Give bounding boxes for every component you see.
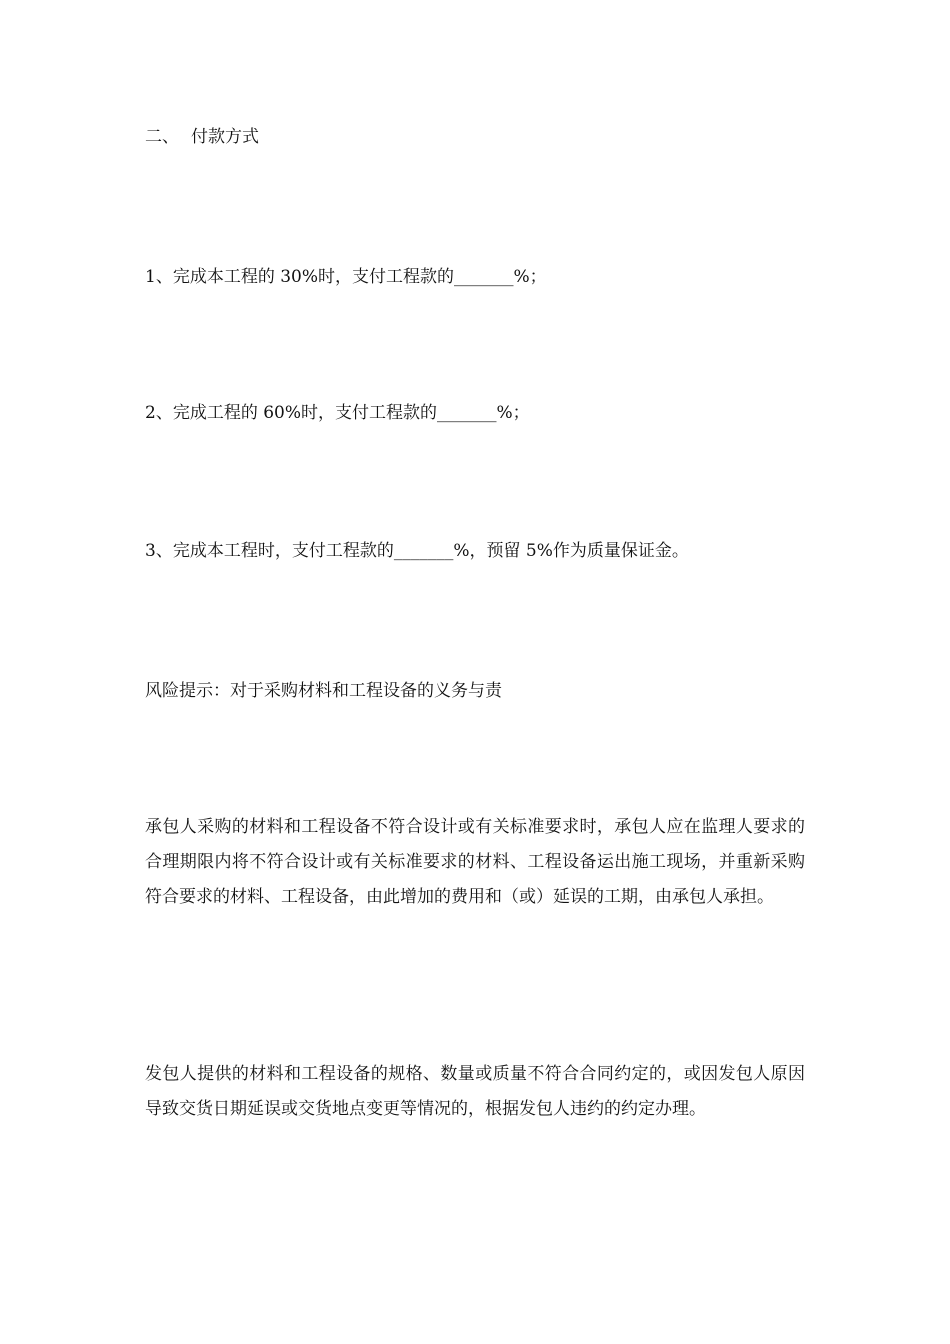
section-number: 二、 — [145, 127, 179, 147]
payment-item-2: 2、完成工程的 60%时，支付工程款的_______%； — [145, 403, 530, 423]
payment-item-1: 1、完成本工程的 30%时，支付工程款的_______%； — [145, 267, 547, 287]
section-title: 付款方式 — [191, 127, 259, 147]
paragraph-contractor-procurement: 承包人采购的材料和工程设备不符合设计或有关标准要求时，承包人应在监理人要求的合理期限内将不符合设计或有关标准要求的材料、工程设备运出施工现场，并重新采购符合要求的材料、工程设备，由此增加的费用和（或）延误的工期，由承包人承担。 — [145, 817, 805, 907]
risk-title: 风险提示：对于采购材料和工程设备的义务与责 — [145, 681, 502, 701]
paragraph-employer-supply: 发包人提供的材料和工程设备的规格、数量或质量不符合合同约定的，或因发包人原因导致交货日期延误或交货地点变更等情况的，根据发包人违约的约定办理。 — [145, 1064, 805, 1119]
payment-item-3: 3、完成本工程时，支付工程款的_______%，预留 5%作为质量保证金。 — [145, 541, 689, 561]
section-heading — [145, 120, 259, 154]
